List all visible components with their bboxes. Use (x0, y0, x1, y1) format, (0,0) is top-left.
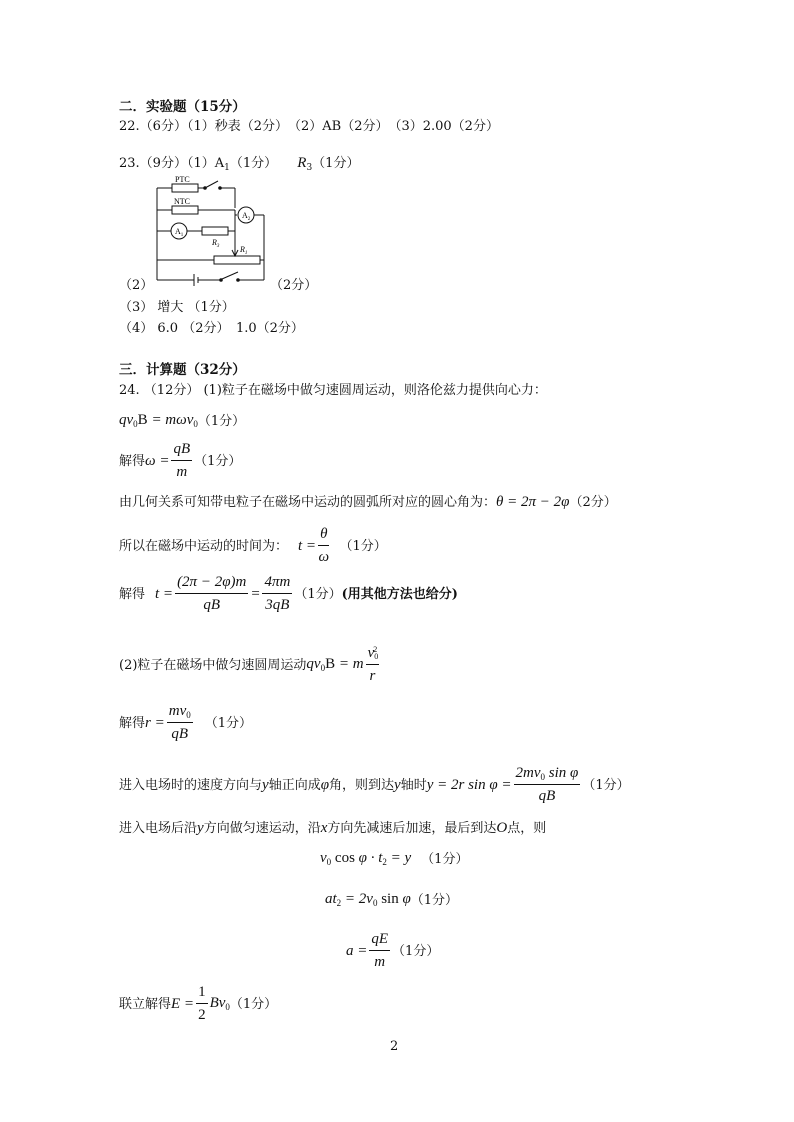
q24-motion: 进入电场后沿 y 方向做匀速运动，沿 x 方向先减速后加速，最后到达 O 点，则 (119, 820, 547, 836)
q23-line1: 23.（9分）$(1)A_1(1$分） $R_3(1$分） (119, 155, 360, 173)
svg-text:A1: $A_1$ (175, 227, 184, 238)
eq-uniform: $v_0$ $\cos \varphi \cdot t_2 = y$ （1分） (320, 850, 469, 867)
eq-radius-setup: (2)粒子在磁场中做匀速圆周运动 $qv_0B = m$ $\frac{v_0^2}{r}$ (119, 645, 379, 685)
eq-time: 所以在磁场中运动的时间为： t = $\frac{\theta}{\omega}$ （1分） (119, 526, 387, 566)
q23-part3: （3） 增大 （1分） (119, 300, 235, 315)
eq-angle: 由几何关系可知带电粒子在磁场中运动的圆弧所对应的圆心角为： θ = 2π − 2φ （2分） (119, 494, 617, 510)
ntc-label: NTC (174, 197, 190, 206)
svg-text:R3: $R_3$ (212, 238, 220, 249)
q23-part4: （4） 6.0 （2分） 1.0（2分） (119, 321, 304, 336)
section-2-heading: 二．实验题（15分） (119, 99, 246, 115)
svg-text:A2: $A_2$ (242, 211, 251, 222)
eq-omega: 解得 ω = $\frac{qB}{m}$ （1分） (119, 441, 242, 481)
eq-lorentz: $qv_0B = m\omega v_0$ （1分） (119, 412, 246, 429)
circuit-diagram (150, 174, 270, 286)
section-3-heading: 三．计算题（32分） (119, 362, 246, 378)
q24-intro: 24. （12分） (1)粒子在磁场中做匀速圆周运动，则洛伦兹力提供向心力： (119, 383, 547, 398)
eq-e-result: 联立解得 E = $\frac{1}{2}$ $Bv_0$ （1分） (119, 984, 278, 1024)
q23-part2-score: （2分） (270, 278, 318, 293)
ptc-label: PTC (175, 175, 190, 184)
eq-time-result: 解得 t = $\frac{(2\pi - 2\varphi)m}{qB}$ = $\frac{4\pi m}{3qB}$ （1分） (用其他方法也给分) (119, 574, 458, 614)
page-number: 2 (390, 1039, 399, 1054)
eq-a: a = $\frac{qE}{m}$ （1分） (346, 931, 440, 971)
eq-accel: $at_2 = 2v_0$ sin φ （1分） (325, 891, 459, 908)
eq-y: 进入电场时的速度方向与 y 轴正向成 φ 角，则到达 y 轴时 y = 2r sin φ = $\frac{2mv_0 \sin \varphi}{qB}$ （1分） (119, 765, 630, 805)
q23-part2-label: （2） (119, 278, 154, 293)
svg-text:R1: $R_1$ (240, 245, 248, 256)
eq-radius: 解得 r = $\frac{mv_0}{qB}$ （1分） (119, 703, 253, 743)
q22-answer: 22.（6分）（1）秒表（2分） （2）AB（2分） （3）2.00（2分） (119, 119, 499, 134)
